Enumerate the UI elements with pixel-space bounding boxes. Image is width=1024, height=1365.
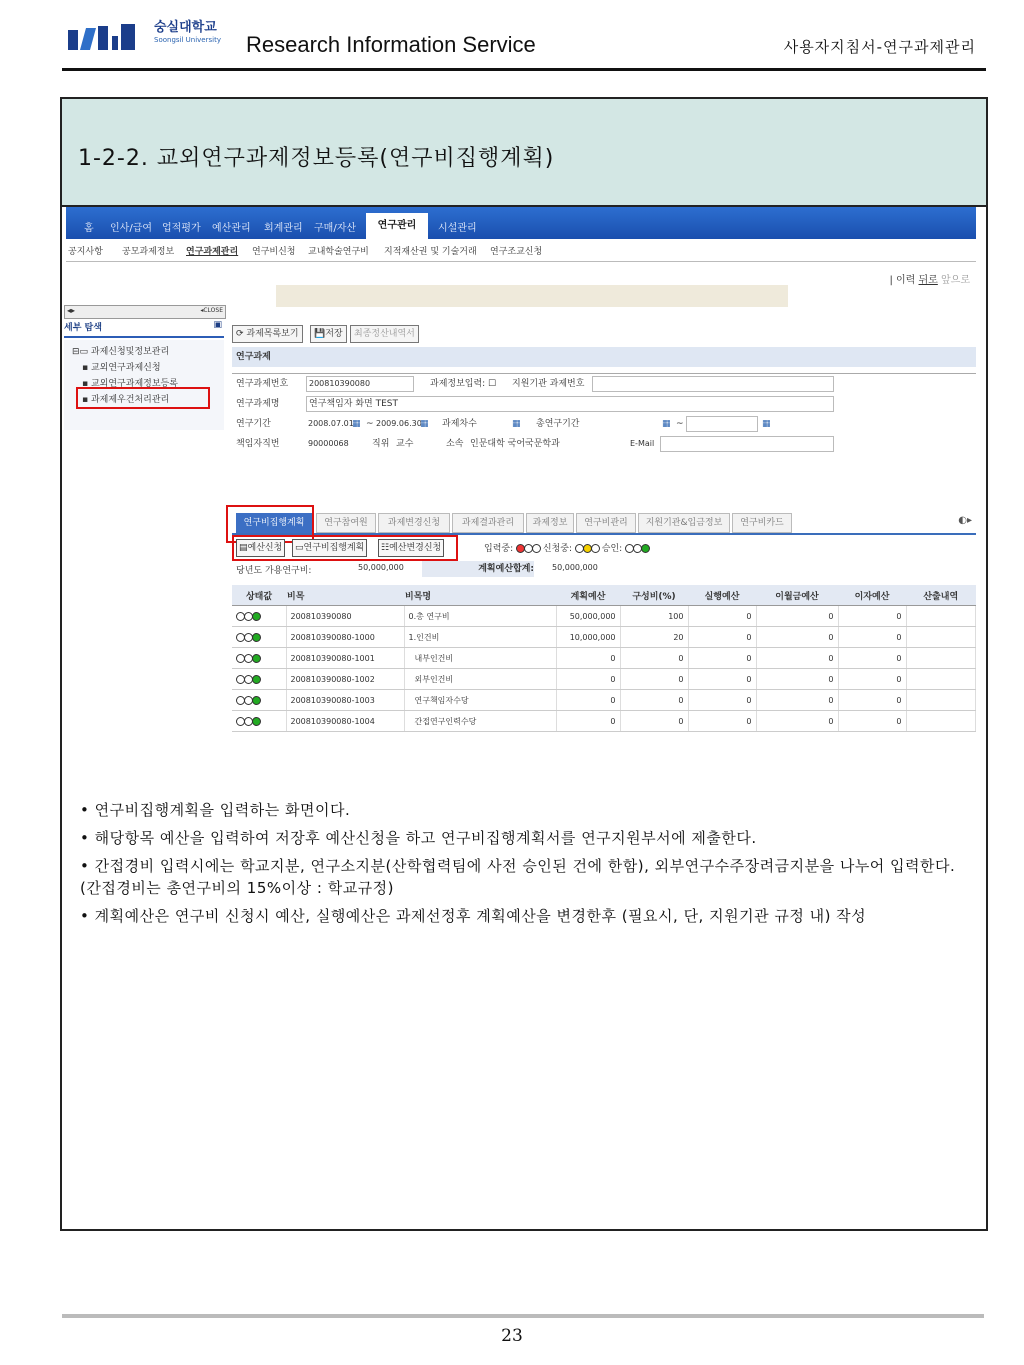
carryover-cell[interactable]: 0: [756, 627, 838, 648]
carryover-cell[interactable]: 0: [756, 690, 838, 711]
item-code-cell: 200810390080-1003: [286, 690, 404, 711]
university-logo: [66, 22, 146, 52]
fund-plan-button[interactable]: ▭연구비집행계획: [292, 539, 367, 557]
top-menu-hr[interactable]: 인사/급여: [110, 223, 153, 234]
plan-budget-cell[interactable]: 0: [556, 669, 620, 690]
interest-cell[interactable]: 0: [838, 606, 906, 627]
tree-root-label: 과제신청및정보관리: [90, 347, 170, 357]
save-button[interactable]: 💾저장: [310, 325, 347, 343]
status-lights-icon: [232, 606, 286, 627]
legend-approved-label: 승인:: [601, 544, 623, 554]
project-no-label: 연구과제번호: [236, 379, 289, 389]
carryover-cell[interactable]: 0: [756, 711, 838, 732]
university-name: 숭실대학교: [154, 20, 217, 35]
project-section-bar: 연구과제: [232, 347, 976, 367]
col-ratio: 구성비(%): [620, 585, 688, 606]
period-start[interactable]: 2008.07.01: [308, 419, 354, 428]
budget-change-button[interactable]: ☷예산변경신청: [378, 539, 444, 557]
top-menu-purchase[interactable]: 구매/자산: [314, 223, 357, 234]
exec-budget-cell[interactable]: 0: [688, 690, 756, 711]
total-period-label: 총연구기간: [536, 419, 580, 429]
calc-detail-cell[interactable]: [906, 606, 976, 627]
form-row-1: [236, 376, 976, 392]
sidebar-close-button[interactable]: ◂CLOSE: [200, 307, 223, 314]
sidebar-controls: [64, 305, 226, 319]
item-name-cell: 1.인건비: [404, 627, 556, 648]
content-frame: [60, 97, 988, 1231]
item-name-cell: 외부인건비: [404, 669, 556, 690]
col-interest: 이자예산: [838, 585, 906, 606]
position-label: 직위: [372, 439, 390, 449]
plan-budget-cell[interactable]: 0: [556, 690, 620, 711]
project-no-value: 200810390080: [309, 379, 371, 388]
forward-link[interactable]: 앞으로: [941, 275, 970, 286]
table-header-row: [232, 585, 976, 606]
sidebar-item-label: 교외연구과제정보등록: [90, 379, 178, 389]
tab-participants[interactable]: 연구참여원: [316, 513, 376, 533]
col-carryover: 이월금예산: [756, 585, 838, 606]
exec-budget-cell[interactable]: 0: [688, 606, 756, 627]
sidebar-item-external-apply[interactable]: ▪ 교외연구과제신청: [82, 363, 161, 373]
top-navigation: [66, 207, 976, 239]
tab-agency-deposit[interactable]: 지원기관&입금정보: [638, 513, 730, 533]
carryover-cell[interactable]: 0: [756, 669, 838, 690]
final-statement-button[interactable]: 최종정산내역서: [350, 325, 419, 343]
item-name-cell: 연구책임자수당: [404, 690, 556, 711]
service-title: Research Information Service: [246, 32, 536, 57]
table-row[interactable]: [232, 648, 976, 669]
project-form: [232, 373, 976, 484]
highlight-box-actions: [232, 535, 458, 561]
top-menu-budget[interactable]: 예산관리: [212, 223, 251, 234]
calendar-icon[interactable]: ▦: [420, 419, 429, 429]
position-value: 교수: [396, 439, 414, 449]
form-row-4: [236, 436, 976, 452]
calc-detail-cell[interactable]: [906, 627, 976, 648]
ratio-cell[interactable]: 0: [620, 669, 688, 690]
form-row-3: 연구기간 2008.07.01 ▦ ~ 2009.06.30 ▦ 과제차수 ▦ 총연구기간 ▦ ~ ▦: [236, 416, 976, 432]
interest-cell[interactable]: 0: [838, 648, 906, 669]
detail-tabs: [232, 511, 976, 535]
info-input-label: 과제정보입력:: [430, 379, 486, 389]
item-code-cell: 200810390080-1002: [286, 669, 404, 690]
highlight-box-sidebar: [76, 387, 210, 409]
calc-detail-cell[interactable]: [906, 669, 976, 690]
col-status: 상태값: [232, 585, 286, 606]
app-screenshot: [62, 207, 976, 747]
back-link[interactable]: 뒤로: [918, 275, 938, 286]
sub-menu-project-mgmt[interactable]: 연구과제관리: [186, 247, 239, 257]
section-title-bar: [62, 99, 986, 207]
tree-root[interactable]: ⊟▭ 과제신청및정보관리: [72, 347, 170, 357]
item-code-cell: 200810390080: [286, 606, 404, 627]
dept-value: 인문대학 국어국문학과: [470, 439, 560, 449]
tab-scroll-icon[interactable]: ◐▸: [958, 515, 972, 526]
item-code-cell: 200810390080-1000: [286, 627, 404, 648]
status-lights-icon: [232, 711, 286, 732]
sidebar-heading-text: 세부 탐색: [64, 323, 102, 333]
page-number: 23: [501, 1326, 523, 1346]
save-label: 저장: [325, 329, 343, 339]
item-name-cell: 간접연구인력수당: [404, 711, 556, 732]
expand-icon[interactable]: ▣: [213, 320, 222, 330]
plan-budget-cell[interactable]: 0: [556, 711, 620, 732]
tab-results[interactable]: 과제결과관리: [452, 513, 524, 533]
sidebar-item-followup[interactable]: ▪ 과제제우건처리관리: [82, 395, 170, 405]
period-label: 연구기간: [236, 419, 271, 429]
interest-cell[interactable]: 0: [838, 627, 906, 648]
table-row[interactable]: [232, 690, 976, 711]
status-lights-icon: [232, 648, 286, 669]
col-calc-detail: 산출내역: [906, 585, 976, 606]
item-name-cell: 내부인건비: [404, 648, 556, 669]
tab-project-info[interactable]: 과제정보: [526, 513, 574, 533]
table-row[interactable]: [232, 711, 976, 732]
message-bar: [276, 285, 788, 307]
description-item: • 연구비집행계획을 입력하는 화면이다.: [80, 801, 351, 819]
ratio-cell[interactable]: 20: [620, 627, 688, 648]
interest-cell[interactable]: 0: [838, 669, 906, 690]
tab-fund-card[interactable]: 연구비카드: [732, 513, 792, 533]
info-input-checkbox[interactable]: ☐: [488, 379, 497, 389]
col-item-code: 비목: [286, 585, 404, 606]
page-header: [62, 18, 986, 71]
top-menu-home[interactable]: 홈: [84, 223, 94, 234]
exec-budget-cell[interactable]: 0: [688, 669, 756, 690]
exec-budget-cell[interactable]: 0: [688, 711, 756, 732]
tab-change-request[interactable]: 과제변경신청: [378, 513, 450, 533]
calc-detail-cell[interactable]: [906, 648, 976, 669]
item-name-cell: 0.총 연구비: [404, 606, 556, 627]
sidebar-item-label: 교외연구과제신청: [90, 363, 161, 373]
history-link[interactable]: | 이력: [889, 275, 916, 286]
carryover-cell[interactable]: 0: [756, 606, 838, 627]
status-legend: [484, 541, 649, 554]
sidebar-item-external-info[interactable]: ▪ 교외연구과제정보등록: [82, 379, 178, 389]
col-item-name: 비목명: [404, 585, 556, 606]
email-field[interactable]: [660, 436, 834, 452]
calendar-icon[interactable]: ▦: [512, 419, 521, 429]
interest-cell[interactable]: 0: [838, 690, 906, 711]
calendar-icon[interactable]: ▦: [762, 419, 771, 429]
tab-budget-plan[interactable]: 연구비집행계획: [236, 513, 312, 533]
sub-navigation: [66, 239, 976, 262]
project-list-button[interactable]: ⟳ 과제목록보기: [232, 325, 303, 343]
budget-change-label: 예산변경신청: [389, 543, 442, 553]
project-name-label: 연구과제명: [236, 399, 280, 409]
rounds-label: 과제차수: [442, 419, 477, 429]
item-code-cell: 200810390080-1004: [286, 711, 404, 732]
section-title: 1-2-2. 교외연구과제정보등록(연구비집행계획): [78, 146, 555, 171]
agency-no-field[interactable]: [592, 376, 834, 392]
top-menu-facility[interactable]: 시설관리: [438, 223, 477, 234]
plan-total-value: 50,000,000: [552, 563, 598, 572]
manual-title: 사용자지침서-연구과제관리: [783, 38, 976, 56]
item-code-cell: 200810390080-1001: [286, 648, 404, 669]
plan-budget-cell[interactable]: 0: [556, 648, 620, 669]
legend-applying-label: 신청중:: [542, 544, 572, 554]
project-name-value: 연구책임자 화면 TEST: [309, 399, 398, 409]
email-label: E-Mail: [630, 439, 655, 448]
sidebar-item-label: 과제제우건처리관리: [90, 395, 170, 405]
sub-menu-calls[interactable]: 공모과제정보: [122, 247, 175, 257]
col-plan-budget: 계획예산: [556, 585, 620, 606]
budget-apply-button[interactable]: ▤예산신청: [236, 539, 285, 557]
top-menu-eval[interactable]: 업적평가: [162, 223, 201, 234]
col-exec-budget: 실행예산: [688, 585, 756, 606]
available-value: 50,000,000: [358, 563, 404, 572]
sub-menu-assistant[interactable]: 연구조교신청: [490, 247, 543, 257]
ratio-cell[interactable]: 0: [620, 690, 688, 711]
period-end[interactable]: 2009.06.30: [376, 419, 422, 428]
arrows-icon[interactable]: ◂▸: [67, 306, 76, 315]
sidebar: [62, 305, 226, 745]
calendar-icon[interactable]: ▦: [662, 419, 671, 429]
description: [80, 799, 970, 933]
interest-cell[interactable]: 0: [838, 711, 906, 732]
plan-total-label: 계획예산합계:: [422, 561, 534, 577]
agency-no-label: 지원기관 과제번호: [512, 379, 585, 389]
calc-detail-cell[interactable]: [906, 690, 976, 711]
sidebar-tree: [64, 340, 224, 430]
status-lights-icon: [232, 669, 286, 690]
dept-label: 소속: [446, 439, 464, 449]
plan-budget-cell[interactable]: 10,000,000: [556, 627, 620, 648]
status-lights-icon: [232, 627, 286, 648]
total-period-end-field[interactable]: [686, 416, 758, 432]
table-row[interactable]: [232, 606, 976, 627]
sub-menu-ip[interactable]: 지적재산권 및 기술거래: [384, 247, 477, 257]
pi-id-value[interactable]: 90000068: [308, 439, 349, 448]
budget-table: [232, 585, 976, 732]
exec-budget-cell[interactable]: 0: [688, 648, 756, 669]
history-links: [889, 271, 970, 286]
table-row[interactable]: [232, 627, 976, 648]
calendar-icon[interactable]: ▦: [352, 419, 361, 429]
calc-detail-cell[interactable]: [906, 711, 976, 732]
university-name-en: Soongsil University: [154, 36, 221, 44]
form-row-2: [236, 396, 976, 412]
budget-summary: [232, 561, 976, 577]
ratio-cell[interactable]: 100: [620, 606, 688, 627]
sub-menu-notice[interactable]: 공지사항: [68, 247, 103, 257]
footer-rule: [62, 1314, 984, 1318]
status-lights-icon: [232, 690, 286, 711]
available-label: 당년도 가용연구비:: [236, 566, 312, 576]
plan-budget-cell[interactable]: 50,000,000: [556, 606, 620, 627]
legend-input-label: 입력중:: [484, 544, 514, 554]
budget-apply-label: 예산신청: [247, 543, 283, 553]
sub-menu-fund-apply[interactable]: 연구비신청: [252, 247, 296, 257]
tab-fund-mgmt[interactable]: 연구비관리: [576, 513, 636, 533]
ratio-cell[interactable]: 0: [620, 711, 688, 732]
description-item: • 계획예산은 연구비 신청시 예산, 실행예산은 과제선정후 계획예산을 변경한후 (필요시, 단, 지원기관 규정 내) 작성: [80, 907, 867, 925]
table-row[interactable]: [232, 669, 976, 690]
description-item: • 해당항목 예산을 입력하여 저장후 예산신청을 하고 연구비집행계획서를 연구지원부서에 제출한다.: [80, 829, 757, 847]
top-menu-accounting[interactable]: 회계관리: [264, 223, 303, 234]
project-list-label: 과제목록보기: [246, 329, 299, 339]
sidebar-heading: [64, 320, 224, 338]
description-item: • 간접경비 입력시에는 학교지분, 연구소지분(산학협력팀에 사전 승인된 건에 한함), 외부연구수주장려금지분을 나누어 입력한다. (간접경비는 총연구비의 15%이상 : 학교규정): [80, 857, 956, 897]
sub-menu-internal-fund[interactable]: 교내학술연구비: [308, 247, 369, 257]
exec-budget-cell[interactable]: 0: [688, 627, 756, 648]
ratio-cell[interactable]: 0: [620, 648, 688, 669]
top-menu-research[interactable]: 연구관리: [366, 213, 428, 239]
carryover-cell[interactable]: 0: [756, 648, 838, 669]
form-content: [232, 325, 976, 745]
fund-plan-label: 연구비집행계획: [303, 543, 365, 553]
pi-id-label: 책임자직번: [236, 439, 280, 449]
